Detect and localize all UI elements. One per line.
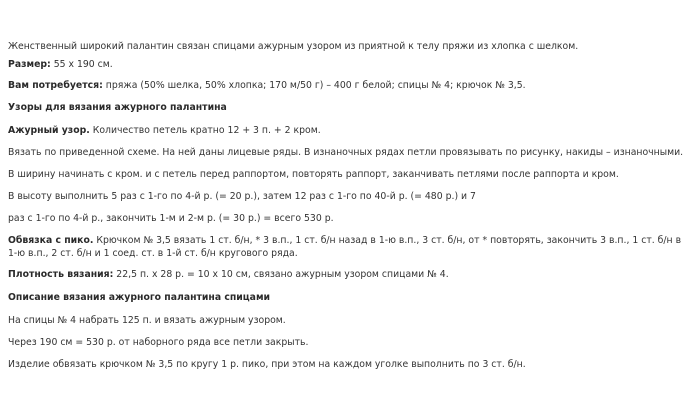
height-paragraph-1: В высоту выполнить 5 раз с 1-го по 4-й р. (= 20 р.), затем 12 раз с 1-го по 40-й р. (= 480 р.) и 7 xyxy=(8,191,476,202)
lace-pattern-value: Количество петель кратно 12 + 3 п. + 2 кром. xyxy=(89,125,321,136)
size-label: Размер: xyxy=(8,59,51,70)
width-paragraph: В ширину начинать с кром. и с петель перед раппортом, повторять раппорт, заканчивать петлями после раппорта и кром. xyxy=(8,169,619,180)
density-label: Плотность вязания: xyxy=(8,269,114,280)
materials-value: пряжа (50% шелка, 50% хлопка; 170 м/50 г) – 400 г белой; спицы № 4; крючок № 3,5. xyxy=(102,80,526,91)
density-value: 22,5 п. х 28 р. = 10 х 10 см, связано ажурным узором спицами № 4. xyxy=(113,269,449,280)
lace-pattern-label: Ажурный узор. xyxy=(8,125,90,136)
size-paragraph xyxy=(8,58,684,71)
picot-edging-label: Обвязка с пико. xyxy=(8,235,94,246)
materials-label: Вам потребуется: xyxy=(8,80,103,91)
chart-paragraph: Вязать по приведенной схеме. На ней даны лицевые ряды. В изнаночных рядах петли провязывать по рисунку, накиды – изнаночными. xyxy=(8,147,684,158)
picot-edging-paragraph xyxy=(8,234,684,260)
description-heading: Описание вязания ажурного палантина спицами xyxy=(8,292,271,303)
step-2-paragraph: Через 190 см = 530 р. от наборного ряда все петли закрыть. xyxy=(8,337,309,348)
picot-edging-value: Крючком № 3,5 вязать 1 ст. б/н, * 3 в.п., 1 ст. б/н назад в 1-ю в.п., 3 ст. б/н, от * повторять, закончить 3 в.п., 1 ст. б/н в 1-ю в.п., 2 ст. б/н и 1 соед. ст. в 1-й ст. б/н кругового ряда. xyxy=(8,235,682,259)
step-1-paragraph: На спицы № 4 набрать 125 п. и вязать ажурным узором. xyxy=(8,315,286,326)
step-3-paragraph: Изделие обвязать крючком № 3,5 по кругу 1 р. пико, при этом на каждом уголке выполнить по 3 ст. б/н. xyxy=(8,359,526,370)
patterns-heading: Узоры для вязания ажурного палантина xyxy=(8,102,227,113)
height-paragraph-2: раз с 1-го по 4-й р., закончить 1-м и 2-м р. (= 30 р.) = всего 530 р. xyxy=(8,213,334,224)
size-value: 55 х 190 см. xyxy=(50,59,113,70)
materials-paragraph xyxy=(8,79,684,92)
lace-pattern-paragraph xyxy=(8,124,684,137)
density-paragraph xyxy=(8,268,684,281)
intro-paragraph: Женственный широкий палантин связан спицами ажурным узором из приятной к телу пряжи из хлопка с шелком. xyxy=(8,41,579,52)
